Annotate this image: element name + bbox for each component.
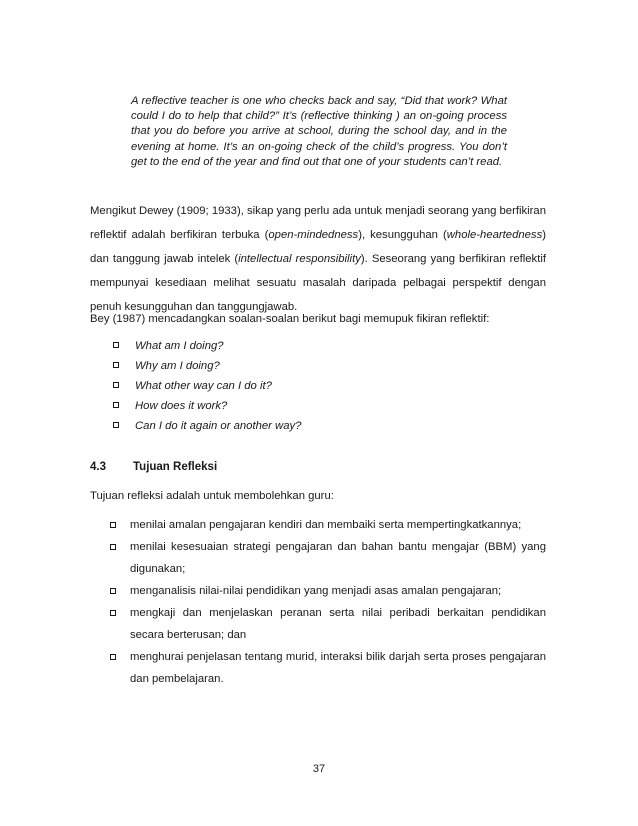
list-item <box>113 358 413 378</box>
square-bullet-icon <box>113 382 119 388</box>
paragraph-dewey <box>90 199 546 319</box>
list-item-text: Why am I doing? <box>135 360 220 372</box>
square-bullet-icon <box>110 522 116 528</box>
list-item <box>110 646 546 690</box>
text-segment: ) dan tanggung jawab intelek ( <box>90 229 546 265</box>
section-heading <box>90 461 217 473</box>
text-segment: Mengikut Dewey (1909; 1933), sikap yang perlu ada untuk menjadi seorang yang berfikiran reflektif adalah berfikiran terbuka ( <box>90 205 546 241</box>
paragraph-bey: Bey (1987) mencadangkan soalan-soalan berikut bagi memupuk fikiran reflektif: <box>90 313 490 325</box>
section-title: Tujuan Refleksi <box>133 461 218 473</box>
square-bullet-icon <box>110 544 116 550</box>
list-item <box>110 536 546 580</box>
list-item-text: menilai amalan pengajaran kendiri dan membaiki serta mempertingkatkannya; <box>130 519 522 531</box>
section-number: 4.3 <box>90 461 106 473</box>
aims-list <box>110 514 546 690</box>
list-item-text: mengkaji dan menjelaskan peranan serta nilai peribadi berkaitan pendidikan secara berterusan; dan <box>130 607 546 641</box>
page-number: 37 <box>312 763 326 775</box>
list-item <box>113 418 413 438</box>
list-item-text: menganalisis nilai-nilai pendidikan yang menjadi asas amalan pengajaran; <box>130 585 502 597</box>
list-item <box>113 398 413 418</box>
list-item <box>110 580 546 602</box>
square-bullet-icon <box>113 342 119 348</box>
text-segment: ), kesungguhan ( <box>358 229 447 241</box>
term-open-mindedness: open-mindedness <box>268 229 359 241</box>
square-bullet-icon <box>113 422 119 428</box>
list-item <box>113 338 413 358</box>
list-item-text: menghurai penjelasan tentang murid, interaksi bilik darjah serta proses pengajaran dan pembelajaran. <box>130 651 546 685</box>
term-intellectual-responsibility: intellectual responsibility <box>238 253 361 265</box>
square-bullet-icon <box>113 362 119 368</box>
list-item-text: Can I do it again or another way? <box>135 420 302 432</box>
square-bullet-icon <box>110 610 116 616</box>
block-quote: A reflective teacher is one who checks back and say, “Did that work? What could I do to help that child?” It’s (reflective thinking ) an on-going process that you do before you arrive at school, during the school day, and in the evening at home. It’s an on-going check of the child’s progress. You don’t get to the end of the year and find out that one of your students can’t read. <box>131 95 507 168</box>
term-whole-heartedness: whole-heartedness <box>446 229 543 241</box>
square-bullet-icon <box>110 654 116 660</box>
list-item <box>113 378 413 398</box>
list-item-text: What am I doing? <box>135 340 224 352</box>
list-item <box>110 514 546 536</box>
list-item-text: What other way can I do it? <box>135 380 272 392</box>
square-bullet-icon <box>113 402 119 408</box>
question-list <box>113 338 413 438</box>
list-item <box>110 602 546 646</box>
list-item-text: menilai kesesuaian strategi pengajaran dan bahan bantu mengajar (BBM) yang digunakan; <box>130 541 546 575</box>
text-segment: ). Seseorang yang berfikiran reflektif mempunyai kesediaan melihat sesuatu masalah daripada pelbagai perspektif dengan penuh kesungguhan dan tanggungjawab. <box>90 253 546 313</box>
square-bullet-icon <box>110 588 116 594</box>
paragraph-tujuan: Tujuan refleksi adalah untuk membolehkan guru: <box>90 490 334 502</box>
list-item-text: How does it work? <box>135 400 228 412</box>
